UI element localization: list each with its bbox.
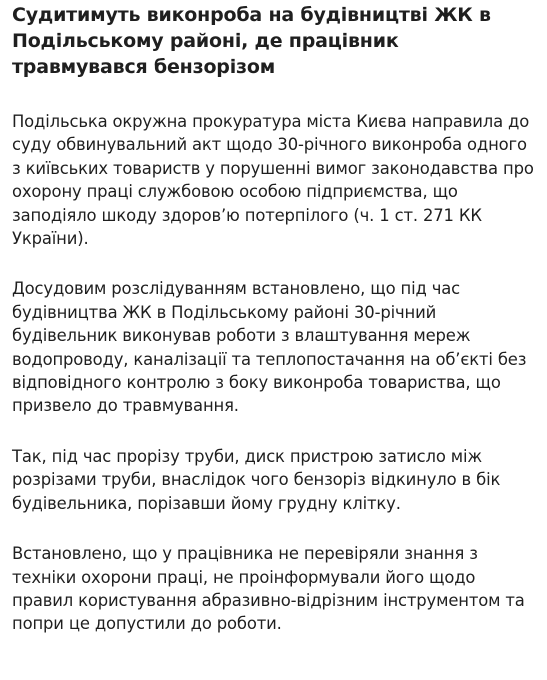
article-title: Судитимуть виконроба на будівництві ЖК в Подільському районі, де працівник травмувався бензорізом — [12, 4, 491, 78]
article-paragraph-1: Подільська окружна прокуратура міста Києва направила до суду обвинувальний акт щодо 30-річного виконроба одного з київських товариств у порушенні вимог законодавства про охорону праці службовою особою підприємства, що заподіяло шкоду здоров’ю потерпілого (ч. 1 ст. 271 КК України). — [12, 112, 534, 249]
article-paragraph-4: Встановлено, що у працівника не перевіряли знання з техніки охорони праці, не проінформували його щодо правил користування абразивно-відрізним інструментом та попри це допустили до роботи. — [12, 544, 525, 634]
article — [12, 2, 535, 636]
article-paragraph-3: Так, під час прорізу труби, диск пристрою затисло між розрізами труби, внаслідок чого бензоріз відкинуло в бік будівельника, порізавши йому грудну клітку. — [12, 446, 501, 513]
article-paragraph-2: Досудовим розслідуванням встановлено, що під час будівництва ЖК в Подільському районі 30-річний будівельник виконував роботи з влаштування мереж водопроводу, каналізації та теплопостачання на об’єкті без відповідного контролю з боку виконроба товариства, що призвело до травмування. — [12, 279, 527, 416]
